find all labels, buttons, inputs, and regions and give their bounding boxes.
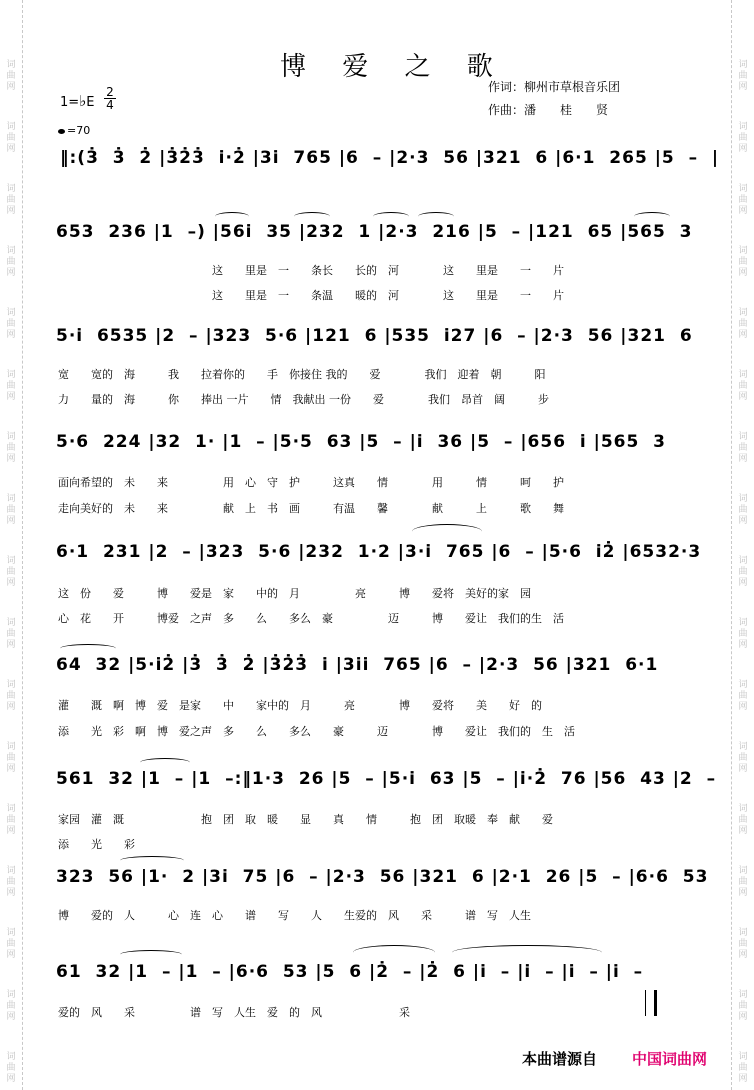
lyric-v2-line-3: 走向美好的 未 来 献 上 书 画 有温 馨 献 上 歌 舞: [58, 502, 564, 515]
notation-line-2: 653 236 |1 –) |56i̇ 35 |232 1 |2·3 216 |5 – |121 65 |565 3: [56, 222, 693, 242]
key-prefix: 1=: [60, 95, 80, 110]
notation-line-4: 5·6 224 |32 1· |1 – |5·5 63 |5 – |i̇ 36 |5 – |656 i̇ |565 3: [56, 432, 666, 452]
watermark-text: 词 曲 网: [6, 556, 16, 588]
watermark-text: 词 曲 网: [738, 618, 748, 650]
left-watermark-strip: [0, 0, 23, 1090]
watermark-text: 词 曲 网: [6, 804, 16, 836]
tempo-value: =70: [67, 124, 91, 137]
watermark-text: 词 曲 网: [6, 928, 16, 960]
lyric-v1-line-2: 宽 宽的 海 我 拉着你的 手 你接住 我的 爱 我们 迎着 朝 阳: [58, 368, 546, 381]
slur: [452, 945, 602, 960]
watermark-text: 词 曲 网: [738, 432, 748, 464]
watermark-text: 词 曲 网: [6, 1052, 16, 1084]
slur: [353, 945, 435, 960]
watermark-text: 词 曲 网: [6, 246, 16, 278]
watermark-text: 词 曲 网: [6, 680, 16, 712]
lyric-v1-line-8: 爱的 风 采 谱 写 人生 爱 的 风 采: [58, 1006, 410, 1019]
footer-site-link[interactable]: 中国词曲网: [632, 1050, 708, 1068]
composer-credit: 作曲：潘 桂 贤: [488, 103, 609, 117]
watermark-text: 词 曲 网: [738, 184, 748, 216]
slur: [120, 856, 184, 865]
slur: [60, 644, 116, 653]
lyric-v1-line-5: 灌 溉 啊 博 爱 是家 中 家中的 月 亮 博 爱将 美 好 的: [58, 699, 542, 712]
tempo-mark: [58, 124, 90, 137]
slur: [120, 950, 182, 959]
slur: [215, 212, 249, 221]
time-top: 2: [106, 85, 114, 99]
lyric-v2-line-2: 力 量的 海 你 捧出 一片 情 我献出 一份 爱 我们 昂首 阔 步: [58, 393, 549, 406]
lyric-v2-line-4: 心 花 开 博爱 之声 多 么 多么 豪 迈 博 爱让 我们的生 活: [58, 612, 564, 625]
notation-line-1: ‖:(3̇ 3̇ 2̇ |3̇2̇3̇ i̇·2̇ |3i̇ 765 |6 – |2·3 56 |321 6 |6·1 265 |5 – |: [60, 148, 720, 168]
watermark-text: 词 曲 网: [738, 246, 748, 278]
lyric-v1-line-4: 这 份 爱 博 爱是 家 中的 月 亮 博 爱将 美好的家 园: [58, 587, 531, 600]
notation-line-3: 5·i̇ 6535 |2 – |323 5·6 |121 6 |535 i̇27 |6 – |2·3 56 |321 6: [56, 326, 693, 346]
watermark-text: 词 曲 网: [6, 866, 16, 898]
slur: [373, 212, 409, 221]
flat-sign-icon: ♭: [79, 92, 87, 110]
watermark-text: 词 曲 网: [738, 308, 748, 340]
watermark-text: 词 曲 网: [6, 308, 16, 340]
slur: [140, 758, 190, 767]
slur: [418, 212, 454, 221]
key-note: E: [86, 95, 95, 110]
watermark-text: 词 曲 网: [6, 432, 16, 464]
watermark-text: 词 曲 网: [6, 60, 16, 92]
lyric-v2-line-5: 添 光 彩 啊 博 爱之声 多 么 多么 豪 迈 博 爱让 我们的 生 活: [58, 725, 575, 738]
notation-line-8: 323 56 |1· 2 |3i̇ 75 |6 – |2·3 56 |321 6 |2·1 26 |5 – |6·6 53: [56, 867, 709, 887]
watermark-text: 词 曲 网: [738, 742, 748, 774]
watermark-text: 词 曲 网: [6, 370, 16, 402]
half-note-icon: [58, 129, 65, 134]
notation-line-9: 61 32 |1 – |1 – |6·6 53 |5 6 |2̇ – |2̇ 6 |i̇ – |i̇ – |i̇ – |i̇ –: [56, 962, 644, 982]
time-signature: [104, 86, 116, 111]
lyric-v1-line-3: 面向希望的 未 来 用 心 守 护 这真 情 用 情 呵 护: [58, 476, 564, 489]
right-watermark-strip: [731, 0, 754, 1090]
slur: [294, 212, 330, 221]
slur: [634, 212, 670, 221]
watermark-text: 词 曲 网: [738, 370, 748, 402]
watermark-text: 词 曲 网: [738, 866, 748, 898]
lyric-v2-line-6: 添 光 彩: [58, 838, 135, 851]
watermark-text: 词 曲 网: [738, 804, 748, 836]
time-bottom: 4: [104, 98, 116, 111]
slur: [412, 524, 482, 539]
song-title: 博 爱 之 歌: [280, 52, 507, 82]
watermark-text: 词 曲 网: [6, 494, 16, 526]
notation-line-7: 561 32 |1 – |1 –:‖1·3 26 |5 – |5·i̇ 63 |5 – |i̇·2̇ 76 |56 43 |2 –: [56, 769, 717, 789]
watermark-text: 词 曲 网: [738, 60, 748, 92]
watermark-text: 词 曲 网: [738, 494, 748, 526]
final-barline: [645, 990, 657, 1016]
notation-line-6: 64 32 |5·i̇2̇ |3̇ 3̇ 2̇ |3̇2̇3̇ i̇ |3i̇i̇ 765 |6 – |2·3 56 |321 6·1: [56, 655, 659, 675]
lyric-v1-line-6: 家园 灌 溉 抱 团 取 暖 显 真 情 抱 团 取暖 奉 献 爱: [58, 813, 553, 826]
notation-line-5: 6·1 231 |2 – |323 5·6 |232 1·2 |3·i̇ 765 |6 – |5·6 i̇2̇ |6532·3: [56, 542, 702, 562]
watermark-text: 词 曲 网: [6, 990, 16, 1022]
watermark-text: 词 曲 网: [738, 680, 748, 712]
watermark-text: 词 曲 网: [6, 122, 16, 154]
watermark-text: 词 曲 网: [738, 122, 748, 154]
watermark-text: 词 曲 网: [738, 990, 748, 1022]
watermark-text: 词 曲 网: [6, 618, 16, 650]
lyricist-credit: 作词：柳州市草根音乐团: [488, 80, 621, 94]
watermark-text: 词 曲 网: [738, 556, 748, 588]
lyric-v1-line-1: 这 里是 一 条长 长的 河 这 里是 一 片: [212, 264, 564, 277]
watermark-text: 词 曲 网: [6, 742, 16, 774]
watermark-text: 词 曲 网: [6, 184, 16, 216]
watermark-text: 词 曲 网: [738, 928, 748, 960]
watermark-text: 词 曲 网: [738, 1052, 748, 1084]
lyric-v2-line-1: 这 里是 一 条温 暖的 河 这 里是 一 片: [212, 289, 564, 302]
lyric-v1-line-7: 博 爱的 人 心 连 心 谱 写 人 生爱的 风 采 谱 写 人生: [58, 909, 531, 922]
footer-source-label: 本曲谱源自: [522, 1050, 598, 1068]
key-signature: [60, 92, 94, 110]
